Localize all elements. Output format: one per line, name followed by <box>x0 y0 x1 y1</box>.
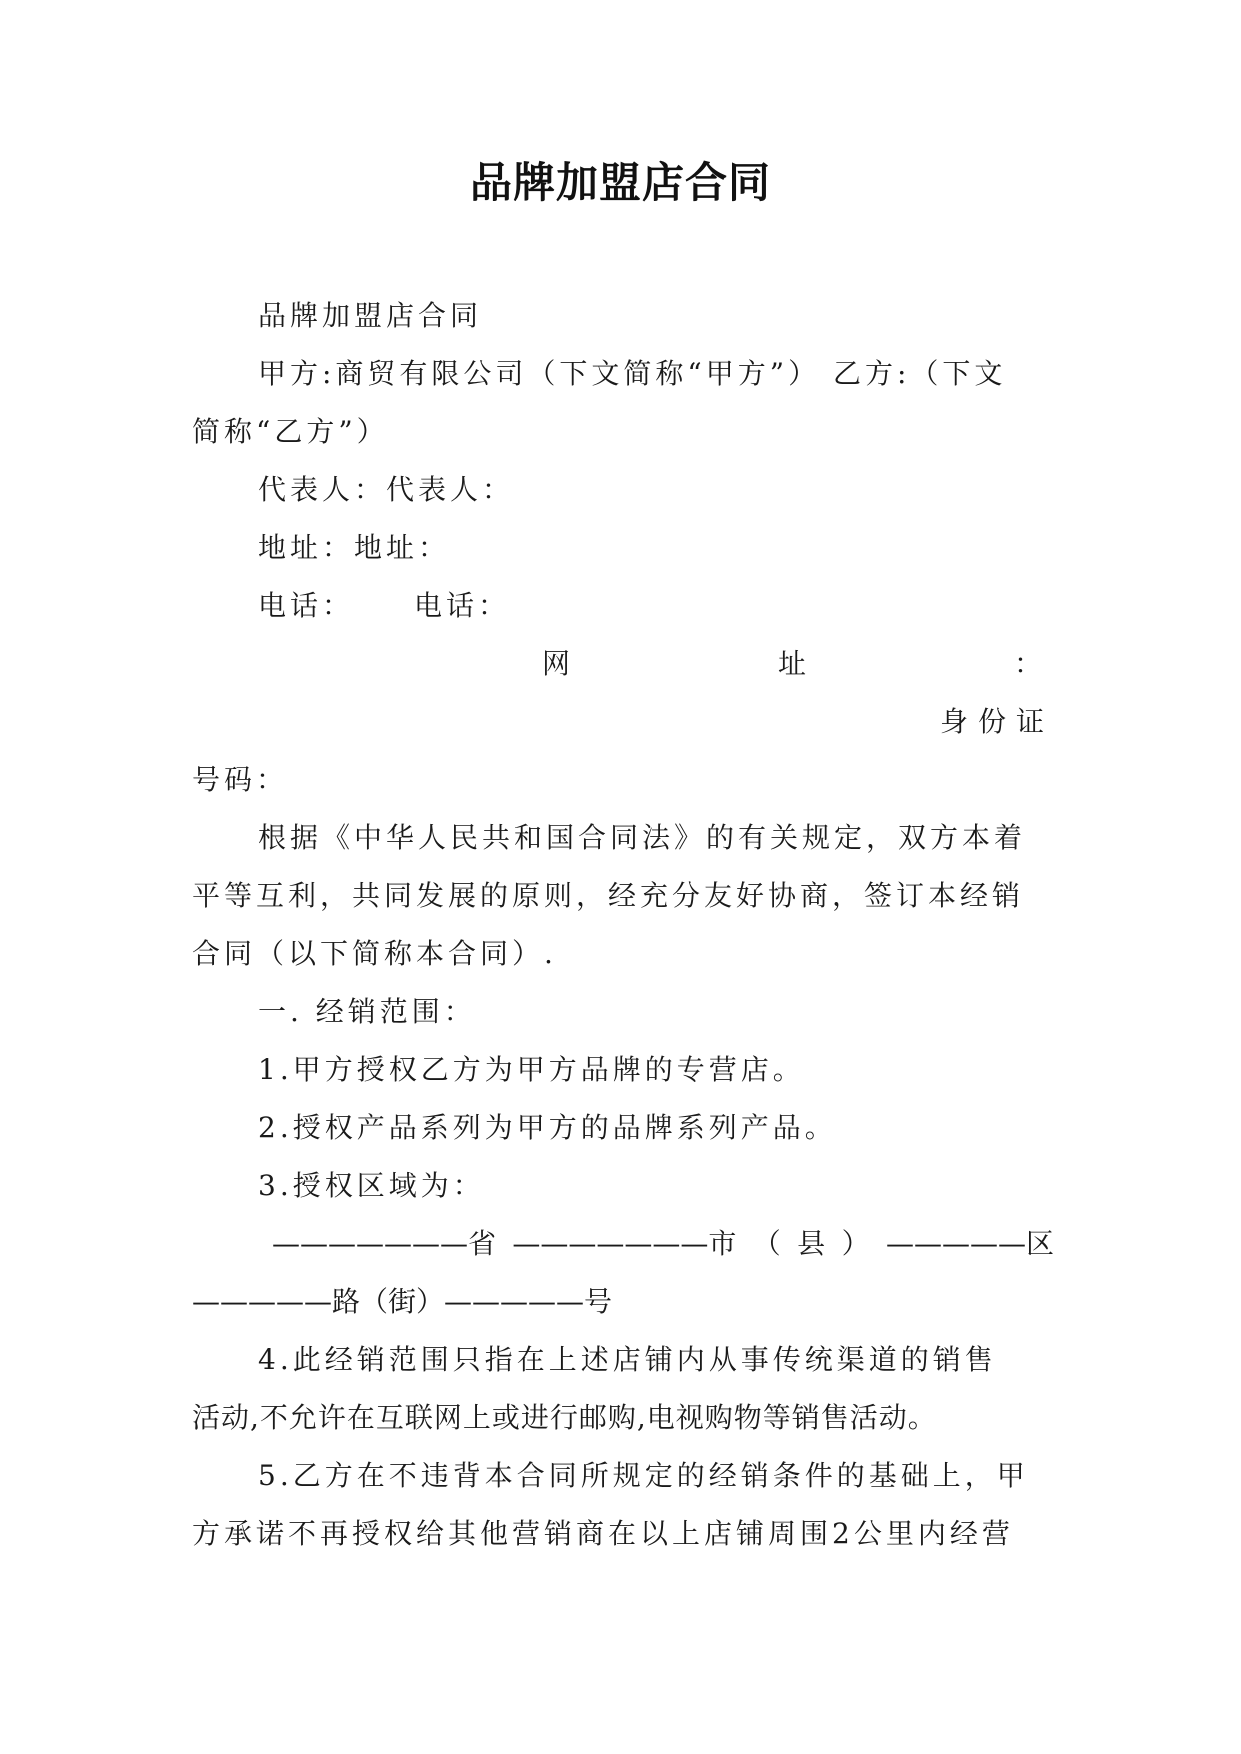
region-province: ———————省 <box>272 1227 497 1260</box>
website-char-2: 址 <box>777 647 810 680</box>
subtitle: 品牌加盟店合同 <box>258 299 483 332</box>
preamble-line-1: 根据《中华人民共和国合同法》的有关规定，双方本着 <box>258 821 1027 854</box>
region-line-1 <box>192 1215 1054 1273</box>
parties-line-1: 甲方:商贸有限公司（下文简称“甲方”） 乙方:（下文 <box>258 357 1007 390</box>
region-line-2: —————路（街）—————号 <box>192 1285 613 1318</box>
region-paren-close: ） <box>841 1227 870 1260</box>
item-4-line-2: 活动,不允许在互联网上或进行邮购,电视购物等销售活动。 <box>192 1401 937 1434</box>
address-line: 地址：地址： <box>258 531 451 564</box>
website-char-1: 网 <box>542 647 575 680</box>
region-city: ———————市 <box>512 1227 737 1260</box>
phone-label-b: 电话： <box>414 589 511 622</box>
region-paren-open: （ <box>752 1227 781 1260</box>
preamble-line-3: 合同（以下简称本合同）. <box>192 937 557 970</box>
id-number-line-2: 号码： <box>192 763 289 796</box>
item-2: 2.授权产品系列为甲方的品牌系列产品。 <box>258 1111 837 1144</box>
region-county: 县 <box>797 1227 826 1260</box>
document-title: 品牌加盟店合同 <box>469 158 771 207</box>
item-1: 1.甲方授权乙方为甲方品牌的专营店。 <box>258 1053 805 1086</box>
website-colon: ： <box>1013 647 1046 680</box>
phone-line <box>192 577 1054 635</box>
item-5-line-2: 方承诺不再授权给其他营销商在以上店铺周围2公里内经营 <box>192 1517 1014 1550</box>
region-district: —————区 <box>885 1227 1054 1260</box>
phone-label-a: 电话： <box>258 589 355 622</box>
item-4-line-1: 4.此经销范围只指在上述店铺内从事传统渠道的销售 <box>258 1343 997 1376</box>
item-5-line-1: 5.乙方在不违背本合同所规定的经销条件的基础上，甲 <box>258 1459 1029 1492</box>
document-body <box>192 287 1054 1563</box>
item-3: 3.授权区域为： <box>258 1169 485 1202</box>
id-number-line-1: 身份证 <box>939 705 1054 738</box>
parties-line-2: 简称“乙方”） <box>192 415 389 448</box>
section-1-heading: 一. 经销范围： <box>258 995 476 1028</box>
representative-line: 代表人：代表人： <box>258 473 515 506</box>
preamble-line-2: 平等互利，共同发展的原则，经充分友好协商，签订本经销 <box>192 879 1025 912</box>
website-line <box>192 635 1054 693</box>
